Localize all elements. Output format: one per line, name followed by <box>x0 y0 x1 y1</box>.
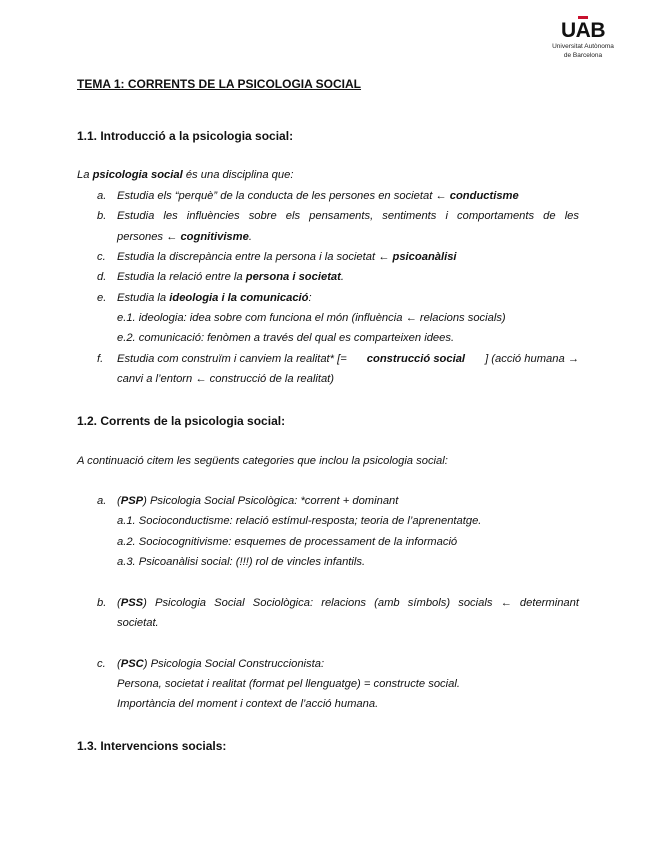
item-a-label: a. <box>97 190 107 202</box>
document-title: TEMA 1: CORRENTS DE LA PSICOLOGIA SOCIAL <box>77 77 362 91</box>
item-c-label: c. <box>97 251 106 263</box>
category-c-text: (PSC) Psicologia Social Construccionista: <box>117 658 325 670</box>
category-c-line-3: Importància del moment i context de l’acció humana. <box>117 698 379 710</box>
word: (amb <box>374 597 400 609</box>
item-c-text: Estudia la discrepància entre la persona i la societat ← psicoanàlisi <box>117 251 457 263</box>
item-f-label: f. <box>97 353 104 365</box>
word: Psicologia <box>155 597 206 609</box>
section-1-heading: 1.1. Introducció a la psicologia social: <box>77 129 294 143</box>
word: sentiments <box>382 210 437 222</box>
logo-letter-u: U <box>560 19 576 42</box>
section-3-heading: 1.3. Intervencions socials: <box>77 739 227 753</box>
category-c-line-2: Persona, societat i realitat (format pel llenguatge) = constructe social. <box>117 678 460 690</box>
logo-letter-b: B <box>590 19 605 42</box>
category-a-label: a. <box>97 495 107 507</box>
logo-line-2: de Barcelona <box>563 52 603 59</box>
section-2-heading: 1.2. Corrents de la psicologia social: <box>77 414 286 428</box>
category-a-sub-2: a.2. Sociocognitivisme: esquemes de processament de la informació <box>117 536 458 548</box>
item-b-line-1 <box>117 210 579 222</box>
item-e-label: e. <box>97 292 107 304</box>
category-c-label: c. <box>97 658 106 670</box>
word: socials <box>458 597 493 609</box>
category-a-sub-3: a.3. Psicoanàlisi social: (!!!) rol de vincles infantils. <box>117 556 366 568</box>
word: determinant <box>519 597 579 609</box>
item-f-line-1: Estudia com construïm i canviem la realitat* [= construcció social ] (acció humana → <box>117 353 579 365</box>
word: comportaments <box>457 210 535 222</box>
word: influències <box>186 210 240 222</box>
uab-logo <box>543 20 623 60</box>
category-b-line-2: societat. <box>117 617 159 629</box>
word: Estudia <box>117 210 155 222</box>
item-d-text: Estudia la relació entre la persona i societat. <box>117 271 344 283</box>
logo-line-1: Universitat Autònoma <box>552 43 614 50</box>
item-f-line-2: canvi a l’entorn ← construcció de la realitat) <box>117 373 335 385</box>
category-b-label: b. <box>97 597 107 609</box>
logo-letter-a: A <box>576 20 591 42</box>
word: les <box>163 210 178 222</box>
word: sobre <box>248 210 277 222</box>
item-e1-text: e.1. ideologia: idea sobre com funciona el món (influència ← relacions socials) <box>117 312 506 324</box>
word: els <box>285 210 301 222</box>
word: les <box>564 210 579 222</box>
item-d-label: d. <box>97 271 107 283</box>
uab-logo-mark <box>543 20 623 42</box>
word: (PSS) <box>117 597 147 609</box>
item-b-label: b. <box>97 210 107 222</box>
item-e2-text: e.2. comunicació: fenòmen a través del qual es comparteixen idees. <box>117 332 455 344</box>
word: relacions <box>321 597 367 609</box>
word: símbols) <box>407 597 451 609</box>
word: Sociològica: <box>252 597 314 609</box>
word: ← <box>500 597 512 609</box>
word: i <box>445 210 448 222</box>
category-a-text: (PSP) Psicologia Social Psicològica: *corrent + dominant <box>117 495 399 507</box>
section-1-intro: La psicologia social és una disciplina que: <box>77 169 294 181</box>
section-2-intro: A continuació citem les següents categories que inclou la psicologia social: <box>77 455 448 467</box>
word: pensaments, <box>309 210 374 222</box>
category-b-line-1 <box>117 597 579 609</box>
word: Social <box>214 597 245 609</box>
item-e-text: Estudia la ideologia i la comunicació: <box>117 292 312 304</box>
category-a-sub-1: a.1. Socioconductisme: relació estímul-resposta; teoria de l’aprenentatge. <box>117 515 482 527</box>
item-b-line-2: persones ← cognitivisme. <box>117 231 252 243</box>
word: de <box>543 210 556 222</box>
item-a-text: Estudia els “perquè” de la conducta de les persones en societat ← conductisme <box>117 190 519 202</box>
